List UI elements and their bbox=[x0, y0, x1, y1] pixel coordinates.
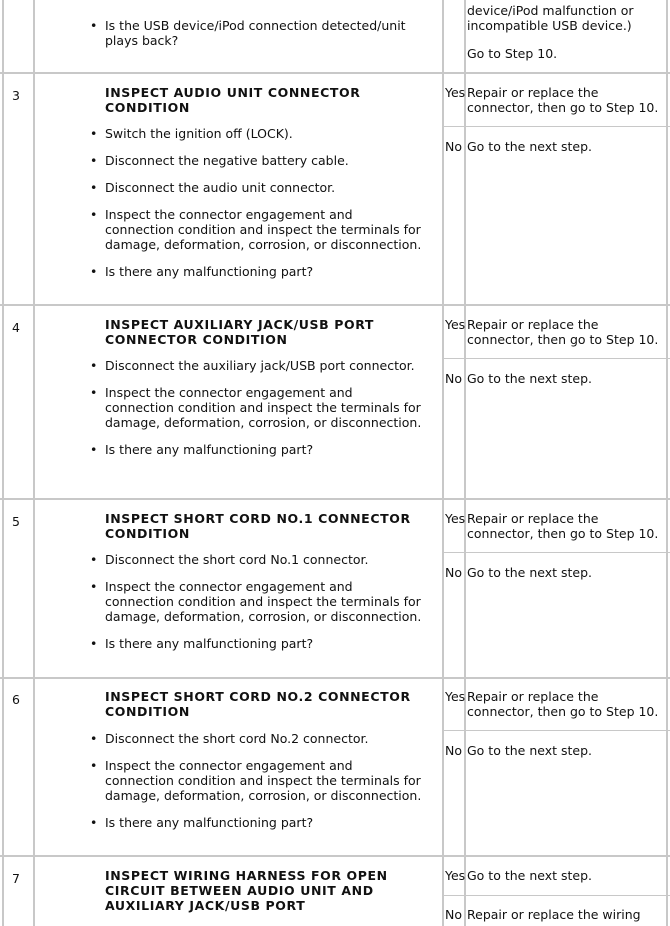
step-bullet: • Disconnect the negative battery cable. bbox=[88, 153, 423, 168]
result-goto: Go to Step 10. bbox=[467, 46, 558, 61]
step-heading: INSPECT SHORT CORD NO.1 CONNECTOR CONDITION bbox=[105, 511, 411, 541]
yes-label: Yes bbox=[445, 317, 466, 332]
step-bullet-list bbox=[88, 126, 423, 291]
yes-label: Yes bbox=[445, 85, 466, 100]
row-divider bbox=[0, 677, 670, 679]
step-bullet: • Is the USB device/iPod connection detected/unit plays back? bbox=[88, 18, 423, 48]
yes-no-divider bbox=[443, 358, 670, 359]
yes-label: Yes bbox=[445, 511, 466, 526]
step-bullet-list bbox=[88, 731, 423, 842]
step-bullet: • Disconnect the auxiliary jack/USB port connector. bbox=[88, 358, 423, 373]
yes-label: Yes bbox=[445, 868, 466, 883]
step-bullet-list bbox=[88, 552, 423, 663]
step-bullet: • Switch the ignition off (LOCK). bbox=[88, 126, 423, 141]
step-heading: INSPECT SHORT CORD NO.2 CONNECTOR CONDITION bbox=[105, 689, 411, 719]
step-bullet: • Disconnect the audio unit connector. bbox=[88, 180, 423, 195]
step-heading: INSPECT WIRING HARNESS FOR OPEN CIRCUIT BETWEEN AUDIO UNIT AND AUXILIARY JACK/USB PORT bbox=[105, 868, 388, 913]
step-number: 6 bbox=[12, 692, 20, 707]
step-bullet-list bbox=[88, 358, 423, 469]
step-bullet: • Inspect the connector engagement and connection condition and inspect the terminals for damage, deformation, corrosion, or disconnection. bbox=[88, 207, 423, 252]
no-label: No bbox=[445, 907, 462, 922]
no-label: No bbox=[445, 565, 462, 580]
step-bullet: • Is there any malfunctioning part? bbox=[88, 442, 423, 457]
table-border-left bbox=[2, 0, 4, 926]
step-number: 5 bbox=[12, 514, 20, 529]
yes-no-divider bbox=[443, 895, 670, 896]
step-bullet: • Is there any malfunctioning part? bbox=[88, 264, 423, 279]
row-divider bbox=[0, 304, 670, 306]
step-bullet: • Is there any malfunctioning part? bbox=[88, 636, 423, 651]
step-number: 3 bbox=[12, 88, 20, 103]
yes-result: Repair or replace the connector, then go to Step 10. bbox=[467, 317, 659, 347]
step-bullet: • Inspect the connector engagement and connection condition and inspect the terminals for damage, deformation, corrosion, or disconnection. bbox=[88, 385, 423, 430]
step-bullet: • Is there any malfunctioning part? bbox=[88, 815, 423, 830]
step-number: 7 bbox=[12, 871, 20, 886]
step-number: 4 bbox=[12, 320, 20, 335]
no-result: Go to the next step. bbox=[467, 565, 592, 580]
yes-result: Repair or replace the connector, then go to Step 10. bbox=[467, 511, 659, 541]
column-divider bbox=[33, 0, 35, 926]
yes-no-divider bbox=[443, 126, 670, 127]
step-bullet: • Inspect the connector engagement and connection condition and inspect the terminals for damage, deformation, corrosion, or disconnection. bbox=[88, 579, 423, 624]
yes-result: Repair or replace the connector, then go to Step 10. bbox=[467, 689, 659, 719]
no-result: Go to the next step. bbox=[467, 371, 592, 386]
step-heading: INSPECT AUDIO UNIT CONNECTOR CONDITION bbox=[105, 85, 361, 115]
no-label: No bbox=[445, 743, 462, 758]
column-divider bbox=[442, 0, 444, 926]
no-result: Go to the next step. bbox=[467, 743, 592, 758]
step-heading: INSPECT AUXILIARY JACK/USB PORT CONNECTOR CONDITION bbox=[105, 317, 374, 347]
no-result: Repair or replace the wiring bbox=[467, 907, 641, 922]
step-bullet: • Disconnect the short cord No.2 connector. bbox=[88, 731, 423, 746]
yes-result: Repair or replace the connector, then go to Step 10. bbox=[467, 85, 659, 115]
step-bullet: • Inspect the connector engagement and connection condition and inspect the terminals for damage, deformation, corrosion, or disconnection. bbox=[88, 758, 423, 803]
yes-result: Go to the next step. bbox=[467, 868, 592, 883]
yes-no-divider bbox=[443, 730, 670, 731]
no-label: No bbox=[445, 139, 462, 154]
step-bullet: • Disconnect the short cord No.1 connector. bbox=[88, 552, 423, 567]
yes-label: Yes bbox=[445, 689, 466, 704]
step-bullet-list bbox=[88, 18, 423, 60]
result-text: device/iPod malfunction or incompatible USB device.) bbox=[467, 3, 634, 33]
yes-no-divider bbox=[443, 552, 670, 553]
no-label: No bbox=[445, 371, 462, 386]
row-divider bbox=[0, 72, 670, 74]
row-divider bbox=[0, 855, 670, 857]
no-result: Go to the next step. bbox=[467, 139, 592, 154]
row-divider bbox=[0, 498, 670, 500]
